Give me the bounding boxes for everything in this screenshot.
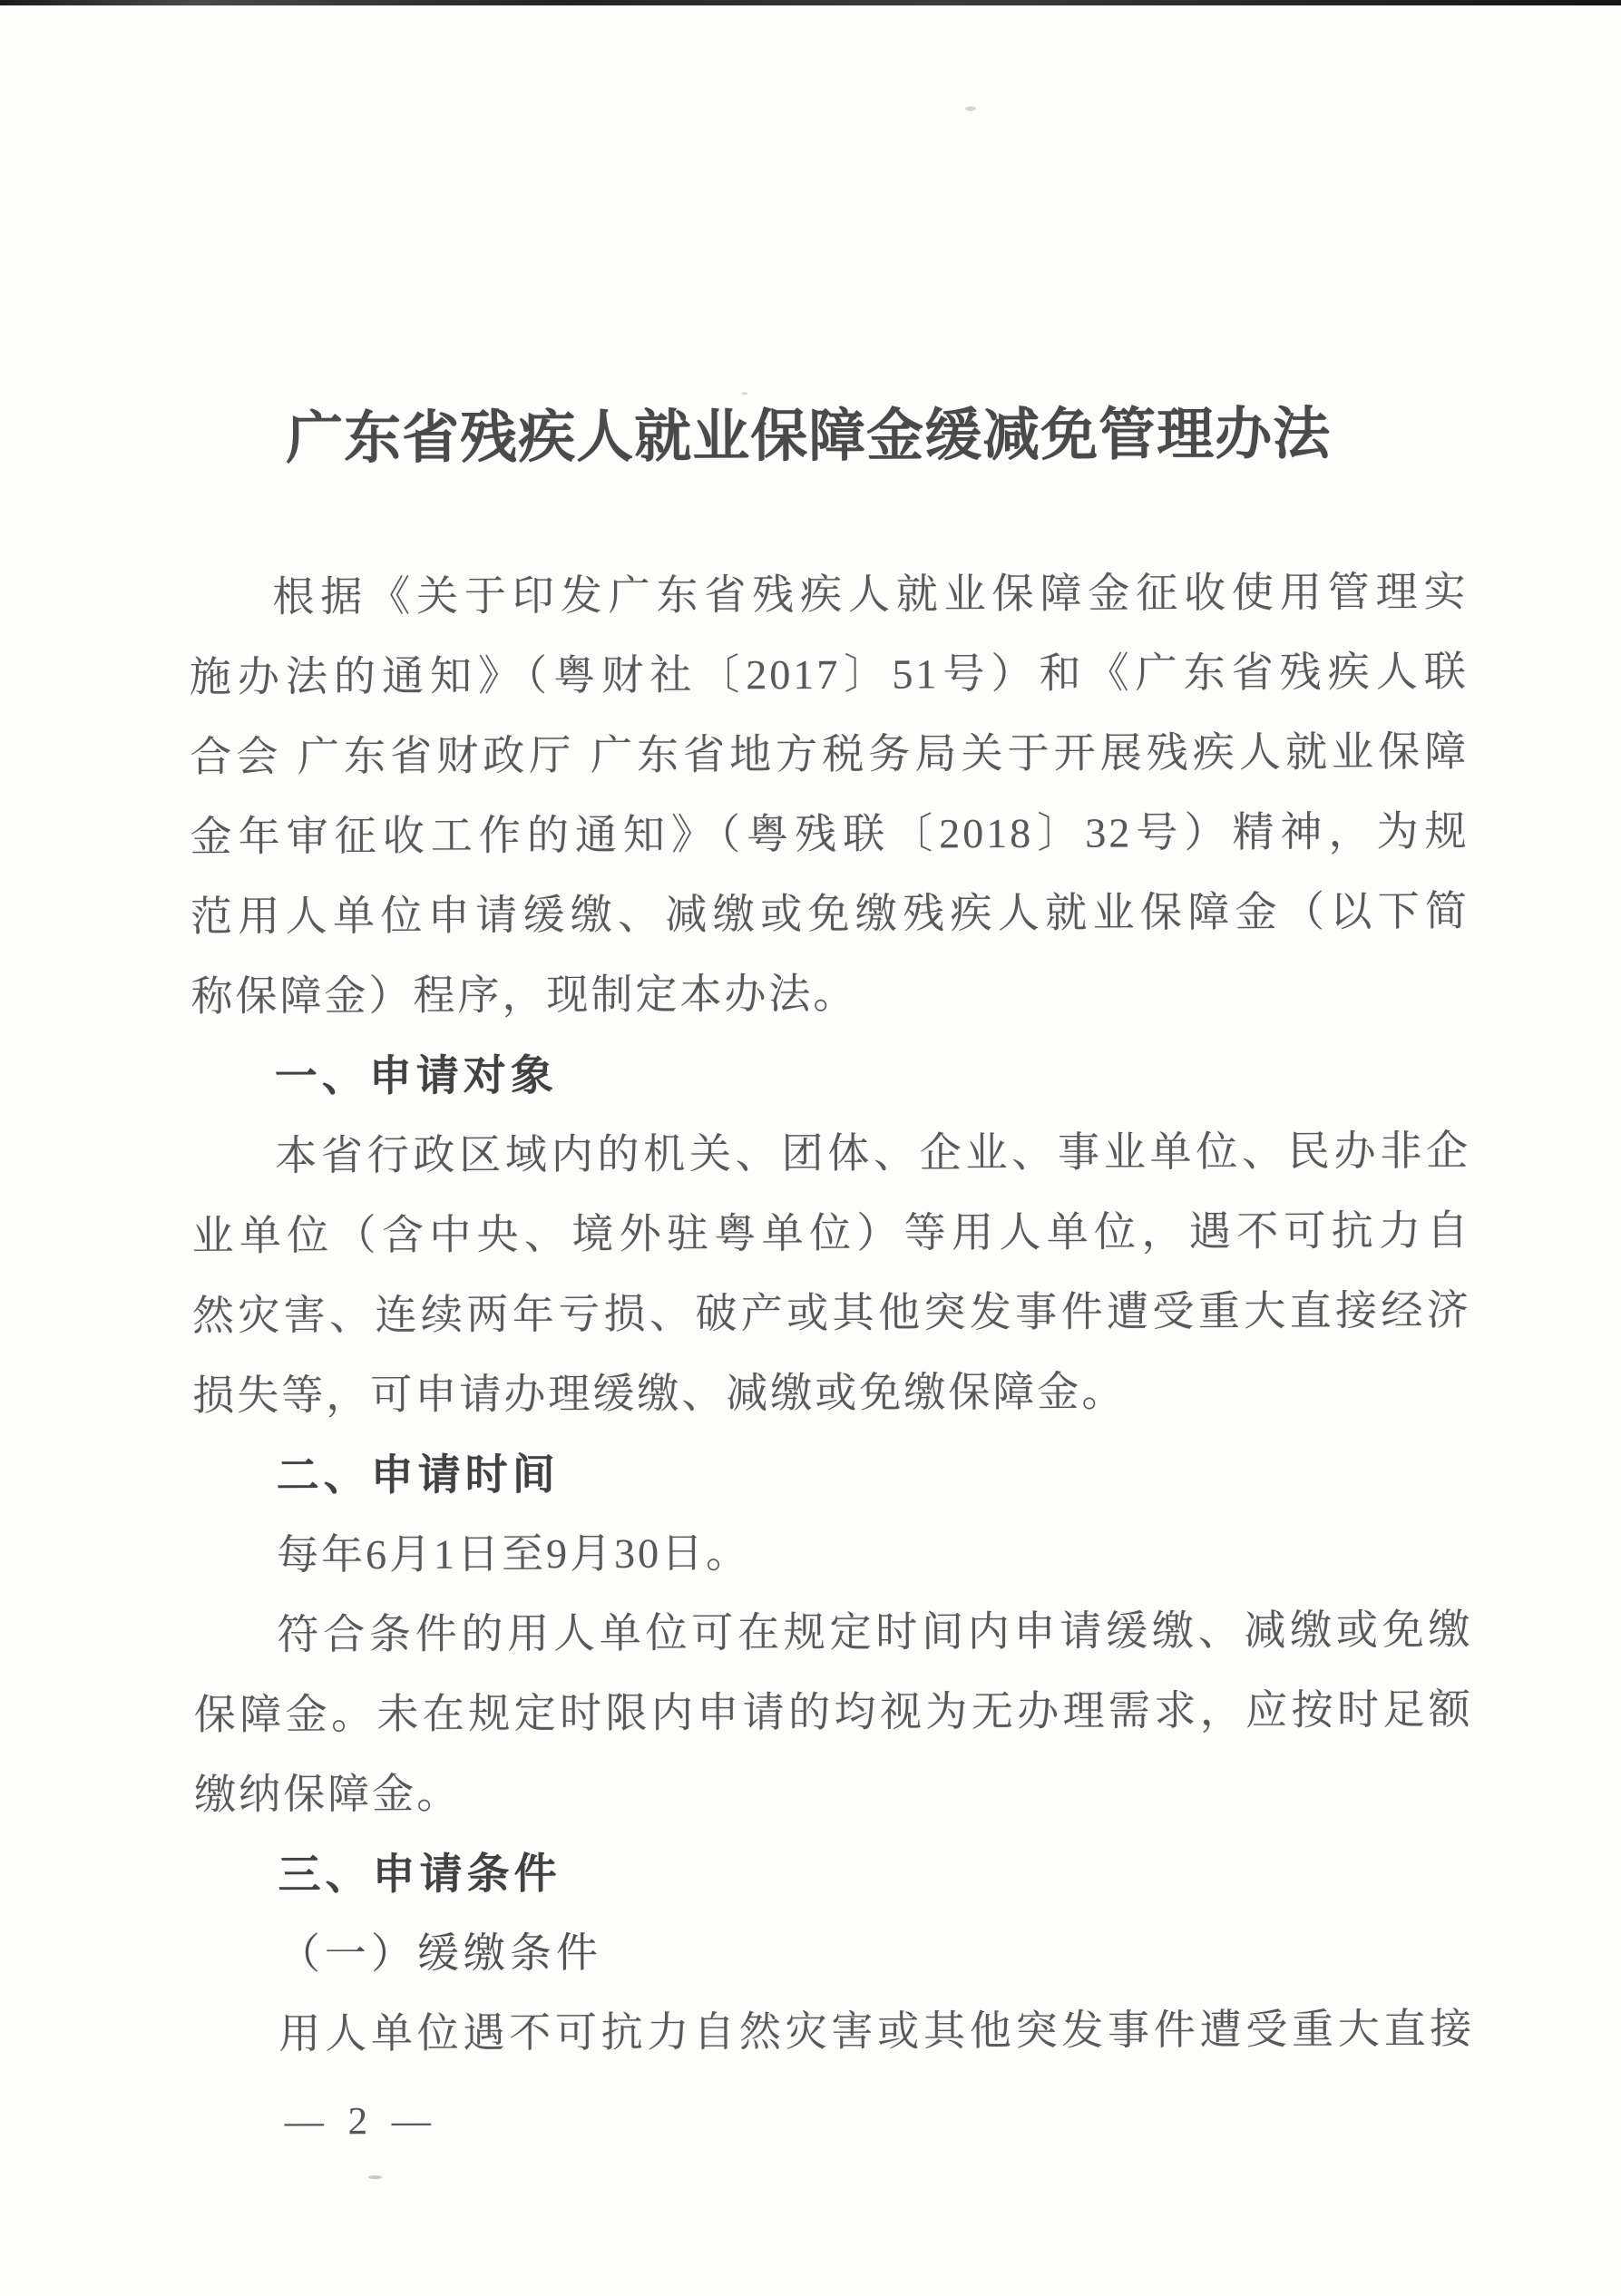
body-text-line: 范用人单位申请缓缴、减缴或免缴残疾人就业保障金（以下简 xyxy=(190,887,1470,940)
document-body xyxy=(189,552,1474,2075)
body-text-line: 根据《关于印发广东省残疾人就业保障金征收使用管理实 xyxy=(272,568,1469,620)
body-text-line: 然灾害、连续两年亏损、破产或其他突发事件遭受重大直接经济 xyxy=(191,1286,1472,1339)
body-text-line: 称保障金）程序，现制定本办法。 xyxy=(190,970,858,1020)
page-number-footer: — 2 — xyxy=(284,2099,438,2144)
body-text-line: 金年审征收工作的通知》（粤残联〔2018〕32号）精神，为规 xyxy=(190,807,1470,860)
scan-speck xyxy=(741,392,747,395)
body-text-line: 本省行政区域内的机关、团体、企业、事业单位、民办非企 xyxy=(275,1127,1471,1179)
body-text-line: 损失等，可申请办理缓缴、减缴或免缴保障金。 xyxy=(192,1368,1127,1419)
subsection-heading: （一）缓缴条件 xyxy=(278,1930,603,1978)
body-text-line: 缴纳保障金。 xyxy=(194,1770,462,1818)
section-heading: 二、申请时间 xyxy=(276,1450,560,1500)
section-heading: 三、申请条件 xyxy=(278,1849,561,1899)
body-text-line: 合会 广东省财政厅 广东省地方税务局关于开展残疾人就业保障 xyxy=(190,728,1470,780)
body-text-line: 符合条件的用人单位可在规定时间内申请缓缴、减缴或免缴 xyxy=(277,1606,1473,1658)
body-text-line: 用人单位遇不可抗力自然灾害或其他突发事件遭受重大直接 xyxy=(278,2005,1475,2057)
body-text-line: 施办法的通知》（粤财社〔2017〕51号）和《广东省残疾人联 xyxy=(189,648,1469,700)
body-text-line: 每年6月1日至9月30日。 xyxy=(276,1529,751,1578)
scan-speck xyxy=(368,2175,382,2179)
body-text-line: 业单位（含中央、境外驻粤单位）等用人单位，遇不可抗力自 xyxy=(191,1207,1471,1259)
section-heading: 一、申请对象 xyxy=(274,1050,558,1100)
scan-speck xyxy=(965,106,976,111)
body-text-line: 保障金。未在规定时限内申请的均视为无办理需求，应按时足额 xyxy=(193,1685,1473,1738)
document-title: 广东省残疾人就业保障金缓减免管理办法 xyxy=(286,402,1332,471)
